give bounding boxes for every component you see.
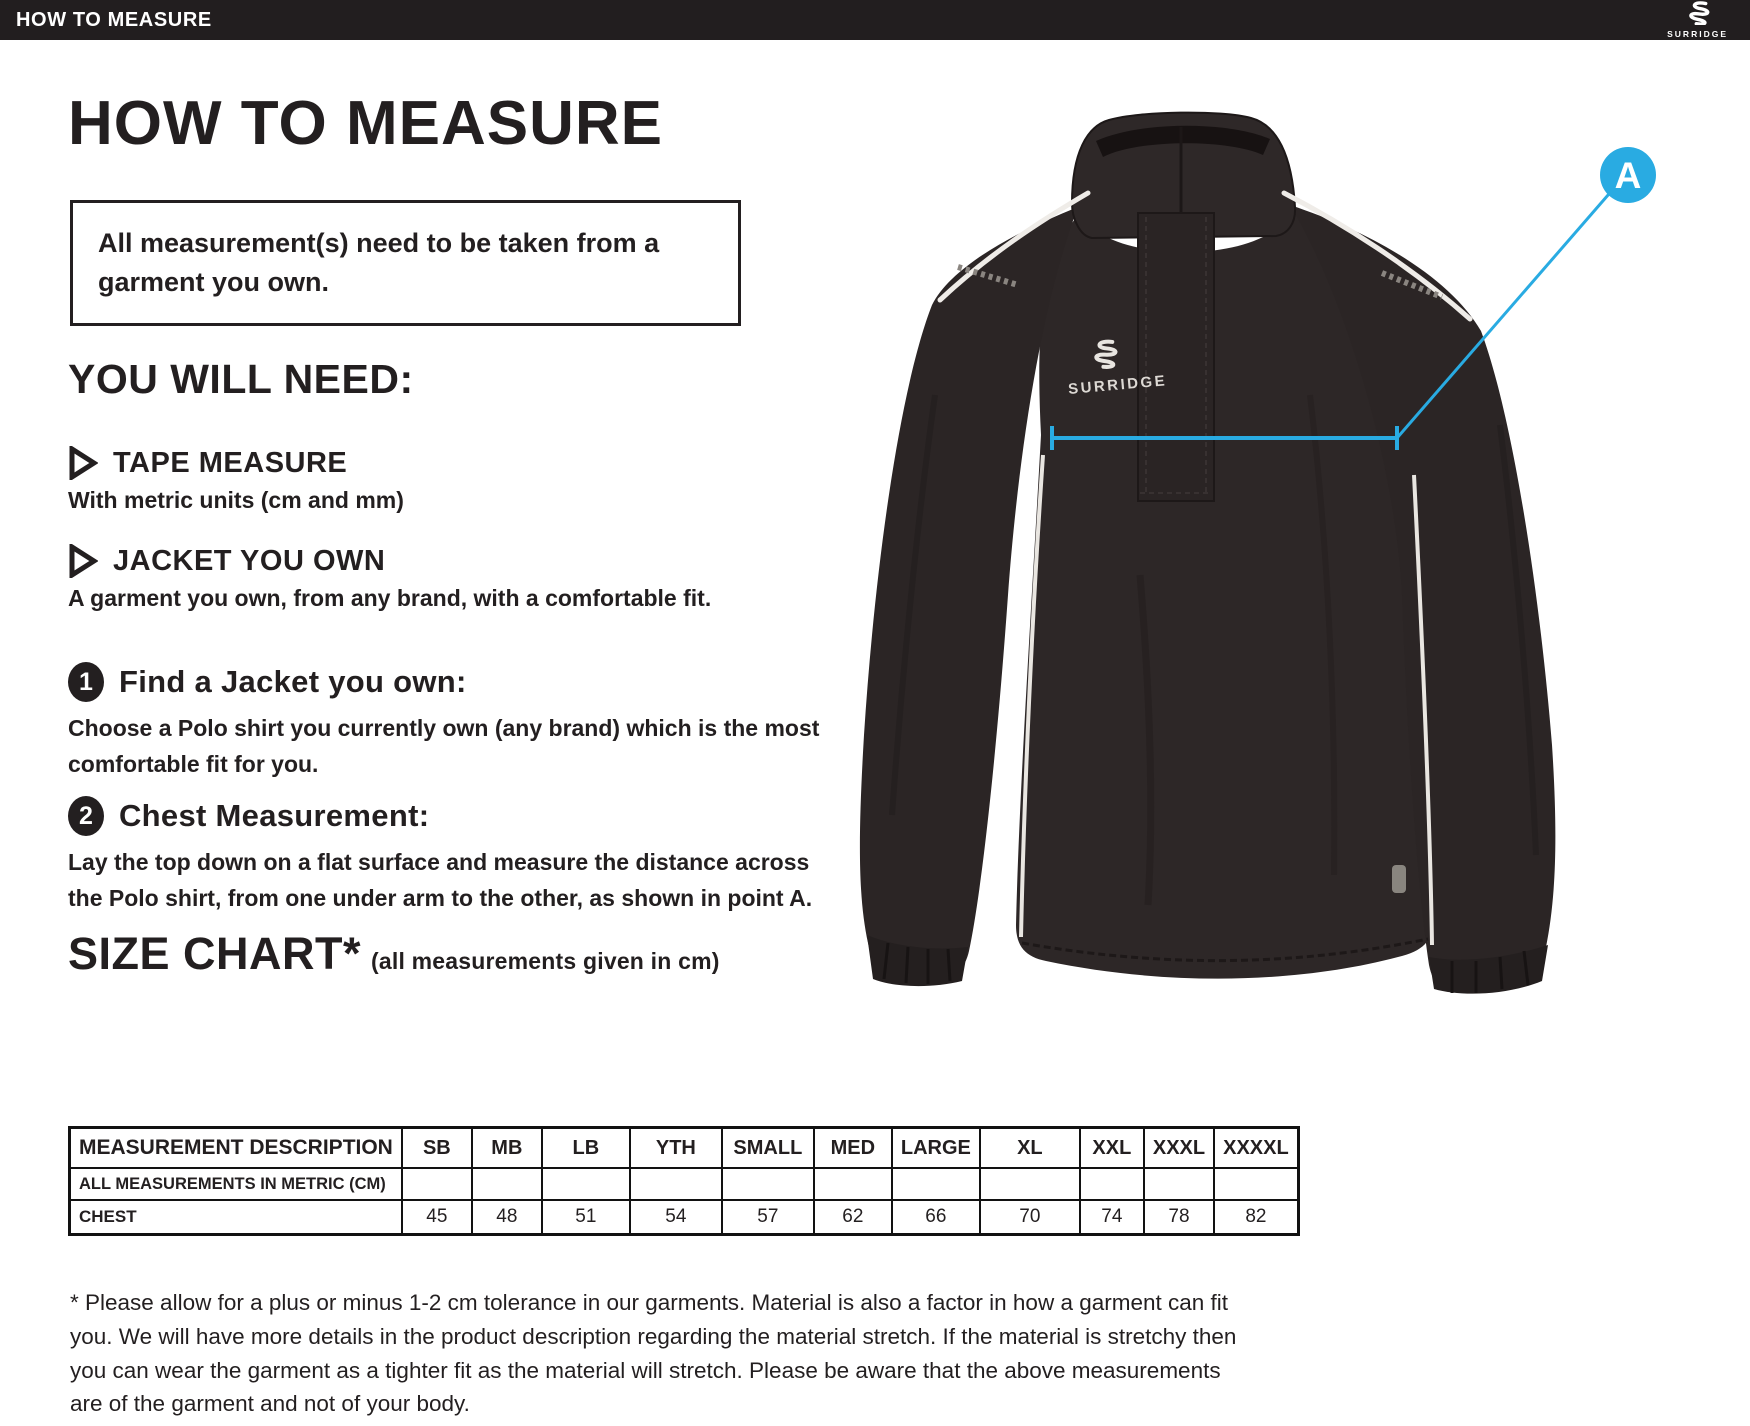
top-bar-title: HOW TO MEASURE [16, 8, 212, 31]
column-header: LARGE [892, 1128, 980, 1169]
zip-tag [1392, 865, 1406, 893]
column-header: XXL [1080, 1128, 1144, 1169]
column-header: LB [542, 1128, 630, 1169]
step-title: Find a Jacket you own: [119, 664, 467, 699]
column-header: MED [814, 1128, 892, 1169]
step-description: Choose a Polo shirt you currently own (any brand) which is the most comfortable fit for you. [68, 715, 820, 777]
step-2 [68, 796, 848, 916]
chest-value: 48 [472, 1200, 542, 1235]
need-item-description: A garment you own, from any brand, with a comfortable fit. [68, 585, 712, 611]
jacket-placket [1138, 213, 1214, 501]
chest-value: 51 [542, 1200, 630, 1235]
logo-wordmark: SURRIDGE [1067, 372, 1168, 398]
surridge-logo [1667, 1, 1728, 39]
column-header: XXXL [1144, 1128, 1214, 1169]
size-chart-table [68, 1126, 1300, 1236]
triangle-bullet-icon [68, 544, 98, 578]
note-cell: ALL MEASUREMENTS IN METRIC (CM) [70, 1168, 402, 1200]
triangle-bullet-icon [68, 446, 98, 480]
column-header: XXXXL [1214, 1128, 1298, 1169]
need-item-description: With metric units (cm and mm) [68, 487, 404, 513]
point-a-label: A [1614, 155, 1642, 196]
step-number-badge: 2 [68, 796, 104, 836]
chest-value: 66 [892, 1200, 980, 1235]
table-note-row [70, 1168, 1299, 1200]
chest-value: 57 [722, 1200, 814, 1235]
need-item-title: TAPE MEASURE [113, 446, 348, 479]
top-bar [0, 0, 1750, 40]
surridge-wordmark: SURRIDGE [1667, 29, 1728, 40]
step-description: Lay the top down on a flat surface and measure the distance across the Polo shirt, from one under arm to the other, as shown in point A. [68, 849, 813, 911]
chest-value: 45 [402, 1200, 472, 1235]
chest-value: 82 [1214, 1200, 1298, 1235]
step-title: Chest Measurement: [119, 798, 430, 833]
column-header: MB [472, 1128, 542, 1169]
row-label: CHEST [70, 1200, 402, 1235]
jacket-illustration [840, 95, 1680, 1015]
size-chart-subtitle: (all measurements given in cm) [371, 948, 720, 974]
chest-value: 54 [630, 1200, 722, 1235]
column-header: SMALL [722, 1128, 814, 1169]
need-item-title: JACKET YOU OWN [113, 544, 386, 577]
column-header: YTH [630, 1128, 722, 1169]
you-will-need-heading: YOU WILL NEED: [68, 356, 414, 402]
page-title: HOW TO MEASURE [68, 89, 663, 158]
size-chart-title: SIZE CHART* [68, 928, 362, 979]
tolerance-footnote: * Please allow for a plus or minus 1-2 cm tolerance in our garments. Material is also a factor in how a garment can fit you. We will have more details in the product description regarding the material stretch. If the material is stretchy then you can wear the garment as a tighter fit as the material will stretch. Please be aware that the above measurements are of the garment and not of your body. [70, 1290, 1237, 1417]
size-chart-heading [68, 928, 720, 980]
surridge-s-icon [1683, 1, 1713, 29]
step-number-badge: 1 [68, 662, 104, 702]
chest-value: 62 [814, 1200, 892, 1235]
step-1 [68, 662, 848, 782]
table-header-row [70, 1128, 1299, 1169]
chest-value: 70 [980, 1200, 1080, 1235]
chest-value: 78 [1144, 1200, 1214, 1235]
need-item-tape-measure [68, 446, 404, 514]
column-header: SB [402, 1128, 472, 1169]
column-header: XL [980, 1128, 1080, 1169]
table-row [70, 1200, 1299, 1235]
notice-box: All measurement(s) need to be taken from a garment you own. [70, 200, 741, 326]
chest-value: 74 [1080, 1200, 1144, 1235]
column-header: MEASUREMENT DESCRIPTION [70, 1128, 402, 1169]
need-item-jacket-you-own [68, 544, 711, 612]
